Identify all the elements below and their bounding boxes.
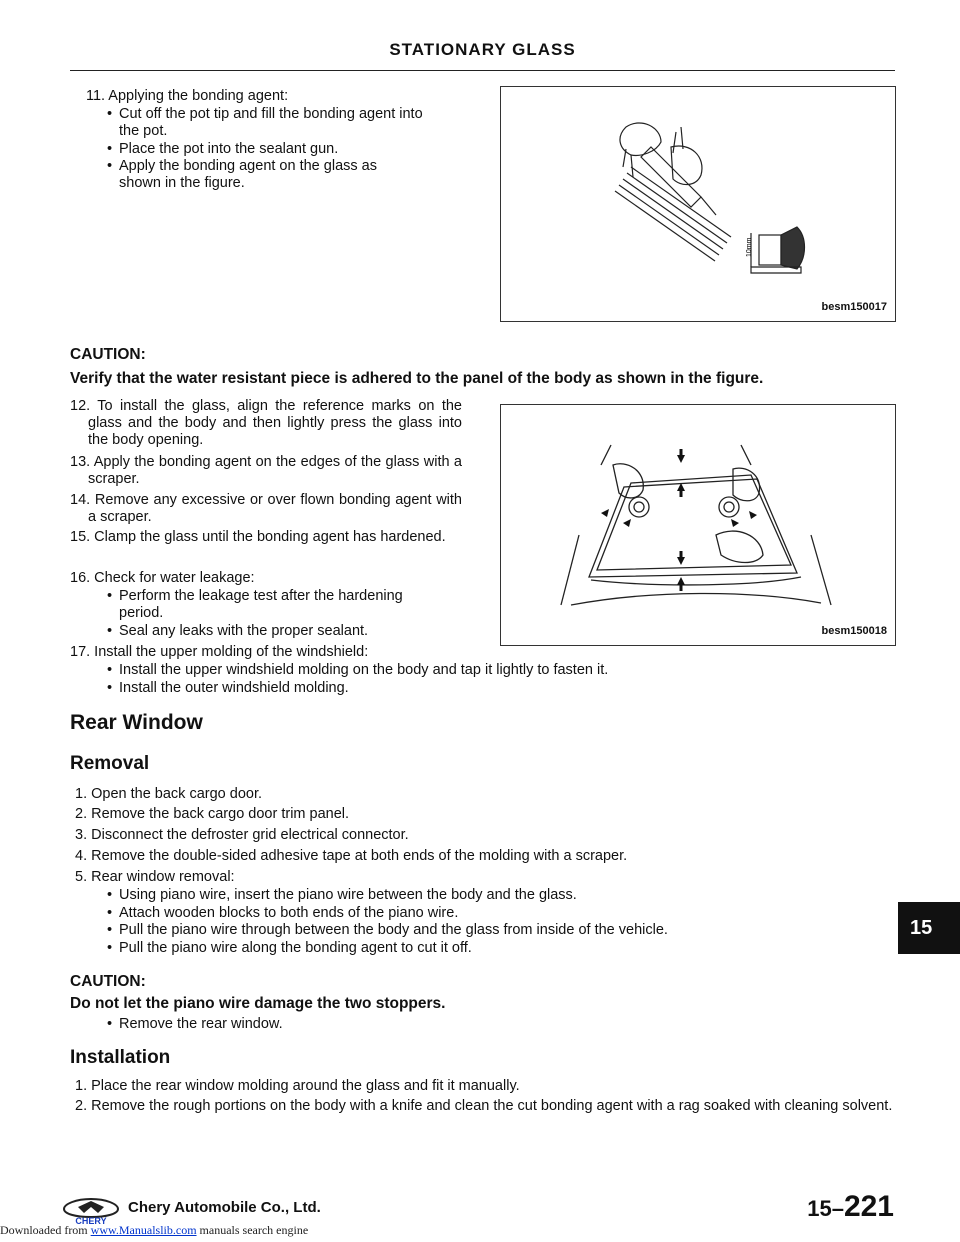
figure-caption: besm150017	[821, 301, 887, 313]
list-item: • Place the pot into the sealant gun.	[107, 141, 339, 157]
list-item: • Cut off the pot tip and fill the bonding agent into the pot.	[107, 106, 423, 139]
bullet-icon: •	[107, 158, 113, 174]
list-item: • Seal any leaks with the proper sealant.	[107, 623, 369, 639]
bullet-icon: •	[107, 905, 113, 921]
manualslib-link[interactable]: www.Manualslib.com	[90, 1223, 197, 1237]
list-item: • Install the upper windshield molding on the body and tap it lightly to fasten it.	[107, 662, 609, 678]
bonding-agent-illustration	[501, 87, 895, 321]
list-item: • Using piano wire, insert the piano wire between the body and the glass.	[107, 887, 577, 903]
list-item: • Apply the bonding agent on the glass as shown in the figure.	[107, 158, 377, 191]
dimension-label: 10mm	[746, 237, 753, 257]
installation-step: 2. Remove the rough portions on the body with a knife and clean the cut bonding agent with a rag soaked with cleaning solvent.	[75, 1098, 893, 1114]
bullet-icon: •	[107, 623, 113, 639]
caution-heading: CAUTION:	[70, 346, 146, 363]
caution-text: Verify that the water resistant piece is adhered to the panel of the body as shown in the figure.	[70, 370, 764, 387]
download-notice: Downloaded from www.Manualslib.com manuals search engine	[0, 1223, 309, 1237]
figure-bonding-agent	[500, 86, 896, 322]
list-item: • Pull the piano wire along the bonding agent to cut it off.	[107, 940, 472, 956]
bullet-icon: •	[107, 662, 113, 678]
bullet-icon: •	[107, 940, 113, 956]
removal-step: 2. Remove the back cargo door trim panel.	[75, 806, 350, 822]
step-15: 15. Clamp the glass until the bonding agent has hardened.	[70, 529, 446, 545]
step-17: 17. Install the upper molding of the windshield:	[70, 644, 369, 660]
logo-wordmark: CHERY	[75, 1216, 107, 1225]
list-item: • Remove the rear window.	[107, 1016, 283, 1032]
page-number: 15–221	[807, 1190, 894, 1223]
subsection-title-removal: Removal	[70, 753, 150, 774]
bullet-icon: •	[107, 1016, 113, 1032]
removal-step: 5. Rear window removal:	[75, 869, 235, 885]
chapter-tab: 15	[898, 902, 960, 954]
list-item: • Perform the leakage test after the hardening period.	[107, 588, 403, 621]
bullet-icon: •	[107, 106, 113, 122]
bullet-icon: •	[107, 141, 113, 157]
step-13: 13. Apply the bonding agent on the edges of the glass with a scraper.	[70, 454, 462, 487]
installation-step: 1. Place the rear window molding around the glass and fit it manually.	[75, 1078, 520, 1094]
bullet-icon: •	[107, 680, 113, 696]
bullet-icon: •	[107, 588, 113, 604]
list-item: • Install the outer windshield molding.	[107, 680, 349, 696]
bullet-icon: •	[107, 887, 113, 903]
step-11: 11. Applying the bonding agent:	[86, 88, 289, 104]
list-item: • Pull the piano wire through between the body and the glass from inside of the vehicle.	[107, 922, 668, 938]
step-14: 14. Remove any excessive or over flown bonding agent with a scraper.	[70, 492, 462, 525]
caution-text: Do not let the piano wire damage the two stoppers.	[70, 995, 446, 1012]
section-title-rear-window: Rear Window	[70, 711, 203, 734]
windshield-illustration	[501, 405, 895, 645]
bullet-icon: •	[107, 922, 113, 938]
caution-heading: CAUTION:	[70, 973, 146, 990]
page-header	[70, 40, 895, 71]
subsection-title-installation: Installation	[70, 1047, 171, 1068]
step-12: 12. To install the glass, align the reference marks on the glass and the body and then lightly press the glass into the body opening.	[70, 398, 462, 448]
chery-logo	[58, 1195, 124, 1225]
list-item: • Attach wooden blocks to both ends of the piano wire.	[107, 905, 459, 921]
figure-windshield-install	[500, 404, 896, 646]
brand-name: Chery Automobile Co., Ltd.	[128, 1199, 321, 1216]
figure-caption: besm150018	[821, 625, 887, 637]
page-title: STATIONARY GLASS	[389, 40, 576, 59]
removal-step: 1. Open the back cargo door.	[75, 786, 263, 802]
removal-step: 4. Remove the double-sided adhesive tape at both ends of the molding with a scraper.	[75, 848, 628, 864]
removal-step: 3. Disconnect the defroster grid electrical connector.	[75, 827, 409, 843]
step-16: 16. Check for water leakage:	[70, 570, 255, 586]
